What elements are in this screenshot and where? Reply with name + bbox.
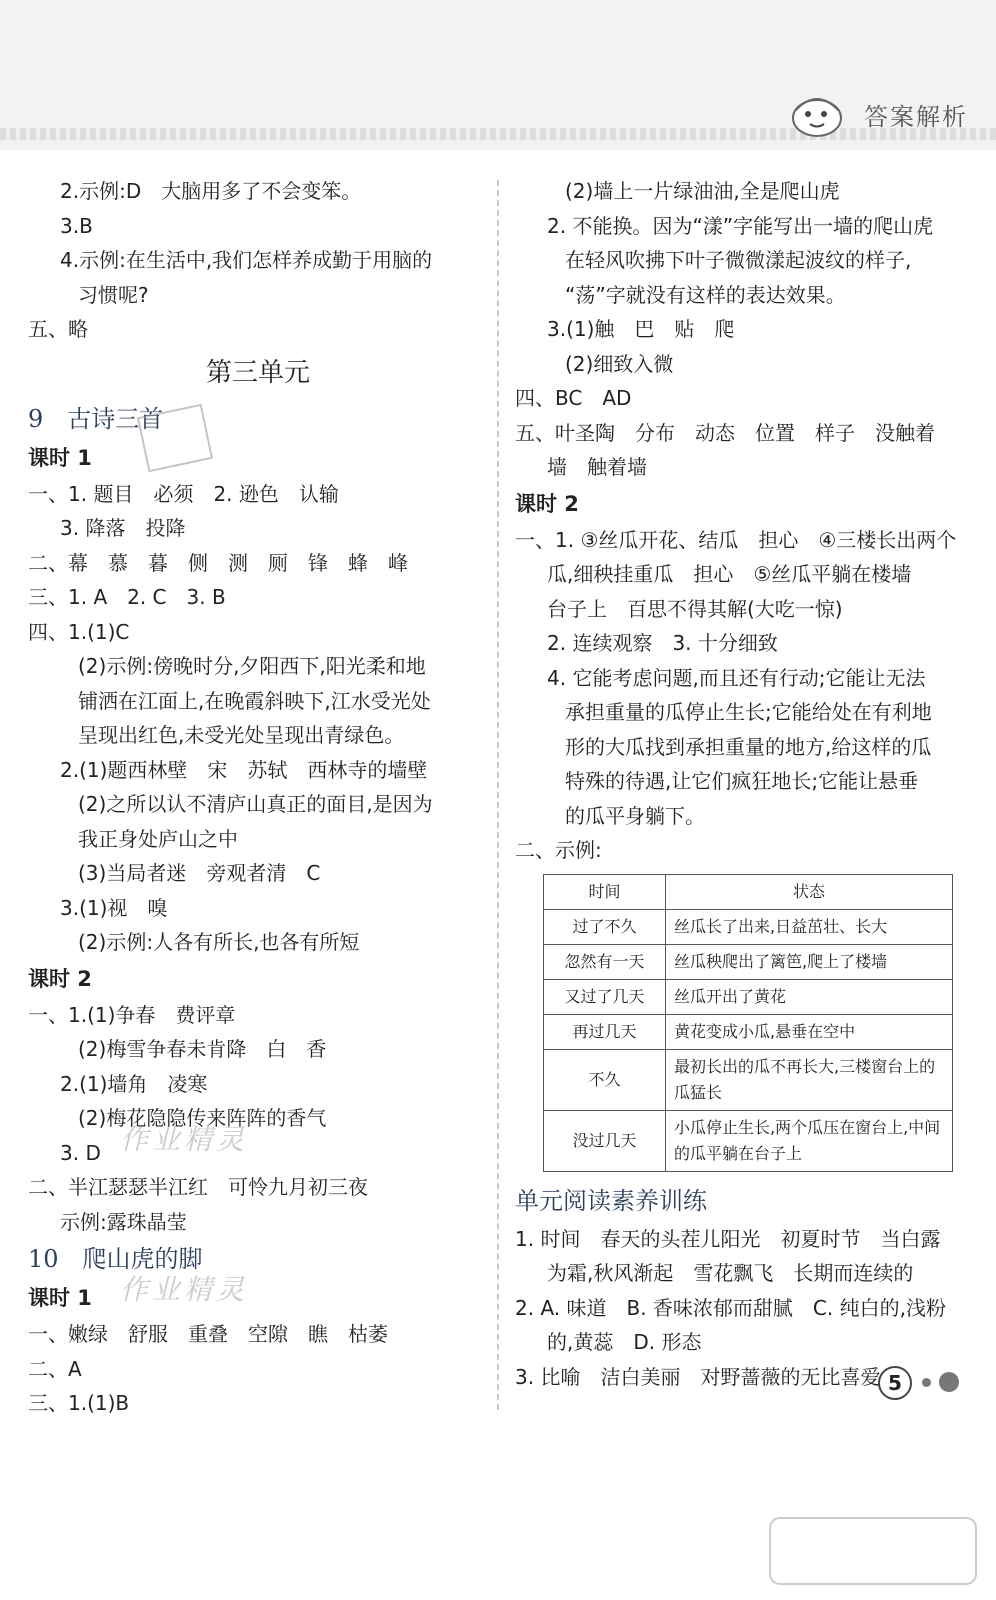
right-column [515,174,975,1394]
answer-line: (2)墙上一片绿油油,全是爬山虎 [565,179,840,203]
answer-line: (2)示例:人各有所长,也各有所短 [78,930,360,954]
answer-line: 四、1.(1)C [28,619,130,644]
mascot-icon [788,92,846,140]
time-cell: 没过几天 [544,1110,666,1171]
answer-line: 2.(1)题西林壁 宋 苏轼 西林寺的墙壁 [60,757,428,782]
answer-line: 一、1. ③丝瓜开花、结瓜 担心 ④三楼长出两个 [515,527,957,552]
answer-line: 2. 连续观察 3. 十分细致 [547,631,778,655]
answer-line: 3. 比喻 洁白美丽 对野蔷薇的无比喜爱 [515,1364,881,1389]
table-row [544,1049,953,1110]
answer-line: 二、A [28,1356,82,1381]
time-cell: 又过了几天 [544,979,666,1014]
state-cell: 黄花变成小瓜,悬垂在空中 [666,1014,953,1049]
time-cell: 再过几天 [544,1014,666,1049]
answer-line: 2.示例:D 大脑用多了不会变笨。 [60,179,362,203]
answer-line: 二、幕 慕 暮 侧 测 厕 锋 蜂 峰 [28,550,408,575]
page-number: 5 [878,1366,912,1400]
table-row [544,944,953,979]
answer-line: 课时 1 [28,445,92,470]
answer-line: 第三单元 [205,357,310,388]
left-column [28,174,488,1421]
header-band [0,128,996,140]
time-cell: 不久 [544,1049,666,1110]
answer-line: 课时 2 [28,966,92,991]
table-header-cell: 状态 [666,874,953,909]
answer-line: (3)当局者迷 旁观者清 C [78,861,321,885]
right-top-answers [515,174,975,868]
answer-line: 台子上 百思不得其解(大吃一惊) [547,596,843,621]
state-cell: 丝瓜秧爬出了篱笆,爬上了楼墙 [666,944,953,979]
column-divider [497,180,499,1410]
answer-line: (2)梅雪争春未肯降 白 香 [78,1037,327,1061]
answer-line: 三、1. A 2. C 3. B [28,585,226,609]
answer-line: 形的大瓜找到承担重量的地方,给这样的瓜 [565,734,932,759]
table-row [544,1110,953,1171]
answer-line: 一、嫩绿 舒服 重叠 空隙 瞧 枯萎 [28,1322,388,1346]
answer-line: 2.(1)墙角 凌寒 [60,1071,208,1096]
answer-line: 特殊的待遇,让它们疯狂地长;它能让悬垂 [565,769,919,793]
dot-large-icon [939,1372,959,1392]
answer-line: 铺洒在江面上,在晚霞斜映下,江水受光处 [78,688,431,713]
answer-line: 3.(1)视 嗅 [60,895,168,920]
answer-line: “荡”字就没有这样的表达效果。 [565,282,846,307]
table-row [544,909,953,944]
watermark: 作业精灵 [120,1123,249,1156]
site-logo-icon [768,1516,978,1586]
answer-line: 9 古诗三首 [28,404,164,433]
header-title: 答案解析 [864,103,968,131]
answer-line: 三、1.(1)B [28,1391,130,1415]
time-cell: 忽然有一天 [544,944,666,979]
table-row [544,1014,953,1049]
answer-line: 在轻风吹拂下叶子微微漾起波纹的样子, [565,248,912,272]
table-header-cell: 时间 [544,874,666,909]
answer-line: 的瓜平身躺下。 [565,803,705,828]
right-bottom-answers [515,1222,975,1395]
answer-line: 承担重量的瓜停止生长;它能给处在有利地 [565,700,932,724]
state-cell: 最初长出的瓜不再长大,三楼窗台上的瓜猛长 [666,1049,953,1110]
table-header-row [544,874,953,909]
answer-line: (2)细致入微 [565,351,674,376]
answer-line: 呈现出红色,未受光处呈现出青绿色。 [78,723,405,747]
answer-line: 二、示例: [515,838,602,862]
answer-line: 一、1. 题目 必须 2. 逊色 认输 [28,481,339,506]
state-cell: 小瓜停止生长,两个瓜压在窗台上,中间的瓜平躺在台子上 [666,1110,953,1171]
answer-line: 一、1.(1)争春 费评章 [28,1002,236,1027]
page-header [0,0,996,150]
answer-line: 课时 2 [515,491,579,516]
state-cell: 丝瓜长了出来,日益茁壮、长大 [666,909,953,944]
answer-line: 墙 触着墙 [547,455,647,479]
state-table [543,874,953,1172]
answer-line: 4.示例:在生活中,我们怎样养成勤于用脑的 [60,248,433,272]
answer-line: 3.(1)触 巴 贴 爬 [547,317,735,341]
table-row [544,979,953,1014]
answer-line: 2. A. 味道 B. 香味浓郁而甜腻 C. 纯白的,浅粉 [515,1295,946,1320]
table-body [544,909,953,1171]
answer-line: 10 爬山虎的脚 [28,1245,203,1273]
answer-line: 习惯呢? [78,282,149,307]
answer-line: (2)之所以认不清庐山真正的面目,是因为 [78,792,433,816]
answer-line: 我正身处庐山之中 [78,826,238,851]
answer-line: 四、BC AD [515,386,632,410]
answer-line: 3. 降落 投降 [60,516,186,540]
dot-small-icon [922,1378,931,1387]
watermark: 作业精灵 [120,1273,249,1306]
answer-line: 示例:露珠晶莹 [60,1209,187,1234]
answer-line: 为霜,秋风渐起 雪花飘飞 长期而连续的 [547,1261,914,1285]
answer-line: (2)示例:傍晚时分,夕阳西下,阳光柔和地 [78,654,426,678]
answer-line: 3.B [60,213,93,238]
answer-line: 二、半江瑟瑟半江红 可怜九月初三夜 [28,1175,368,1199]
answer-line: 课时 1 [28,1286,92,1310]
state-cell: 丝瓜开出了黄花 [666,979,953,1014]
answer-line: 4. 它能考虑问题,而且还有行动;它能让无法 [547,665,926,690]
answer-line: 瓜,细秧挂重瓜 担心 ⑤丝瓜平躺在楼墙 [547,562,912,586]
answer-line: 1. 时间 春天的头茬儿阳光 初夏时节 当白露 [515,1226,941,1251]
answer-line: 3. D [60,1140,101,1165]
answer-line: 2. 不能换。因为“漾”字能写出一墙的爬山虎 [547,213,934,238]
time-cell: 过了不久 [544,909,666,944]
answer-line: (2)梅花隐隐传来阵阵的香气 [78,1106,327,1130]
section-title: 单元阅读素养训练 [515,1186,707,1215]
answer-line: 的,黄蕊 D. 形态 [547,1330,702,1354]
answer-line: 五、叶圣陶 分布 动态 位置 样子 没触着 [515,420,935,445]
answer-line: 五、略 [28,317,88,341]
